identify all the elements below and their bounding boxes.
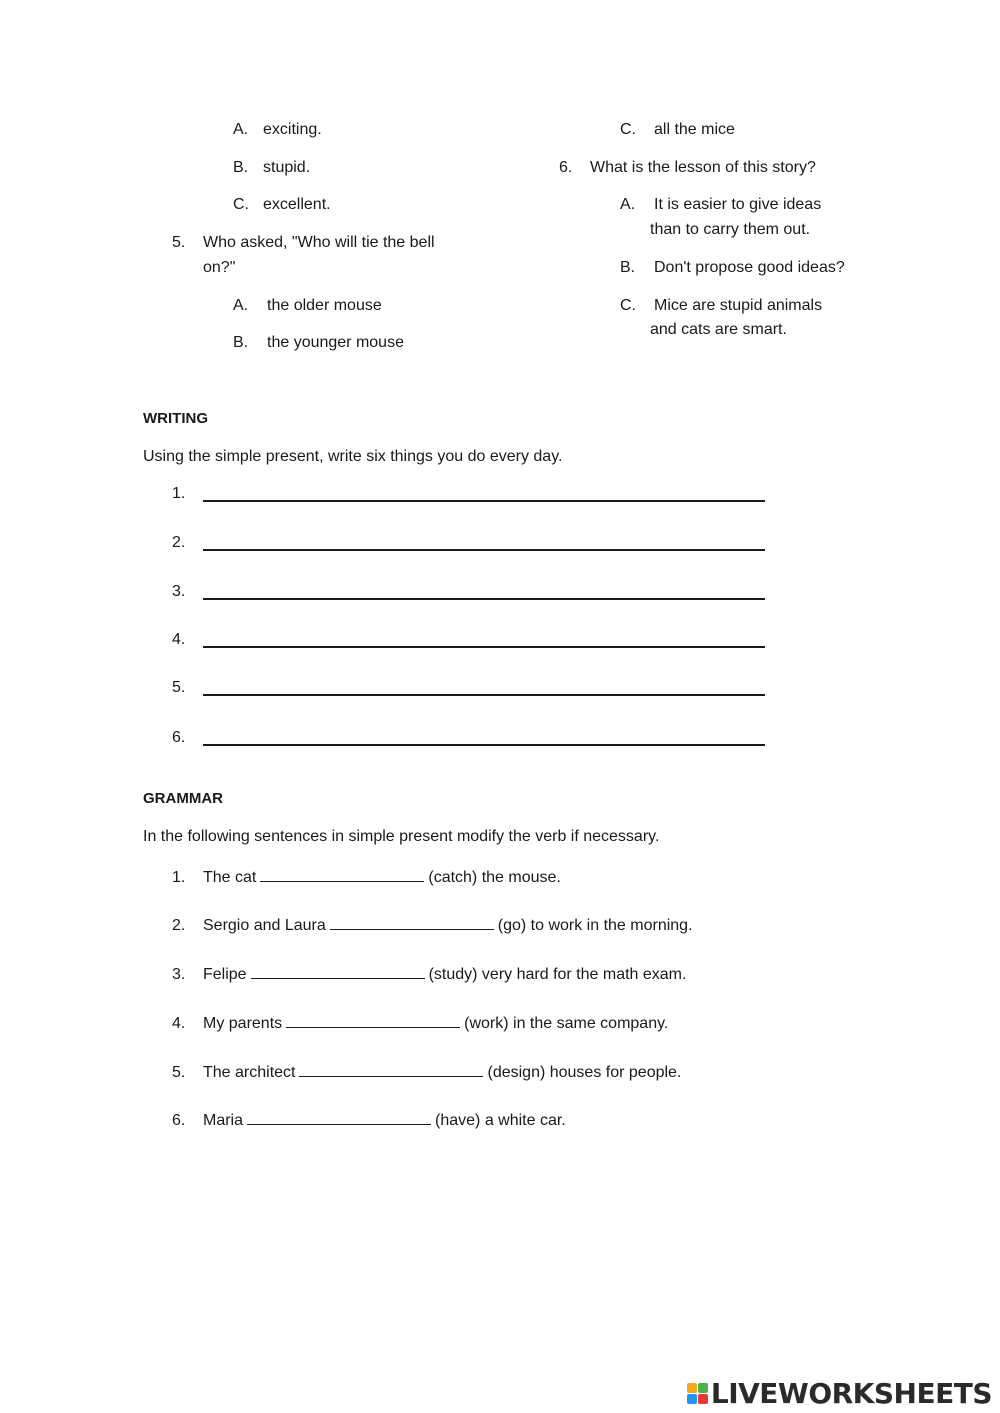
grammar-item-4 <box>172 1011 668 1034</box>
logo-blocks-icon <box>687 1383 708 1404</box>
item-after: (design) houses for people. <box>487 1064 682 1081</box>
option-letter: C. <box>620 121 636 138</box>
item-number: 3. <box>172 966 186 983</box>
verb-blank-input[interactable] <box>330 913 494 930</box>
question-number: 6. <box>559 159 573 176</box>
item-after: (go) to work in the morning. <box>497 917 693 934</box>
logo-block <box>698 1394 708 1404</box>
option-letter: B. <box>233 334 249 351</box>
option-text: exciting. <box>263 121 322 138</box>
option-letter: A. <box>233 297 249 314</box>
writing-answer-input[interactable] <box>203 549 765 551</box>
option-text: all the mice <box>654 121 735 138</box>
verb-blank-input[interactable] <box>299 1060 483 1077</box>
option-letter: A. <box>233 121 249 138</box>
item-before: The cat <box>203 869 257 886</box>
line-number: 6. <box>172 729 186 746</box>
grammar-item-2 <box>172 913 693 936</box>
item-before: The architect <box>203 1064 296 1081</box>
logo-block <box>687 1383 697 1393</box>
writing-answer-input[interactable] <box>203 694 765 696</box>
liveworksheets-logo <box>687 1376 992 1410</box>
item-number: 6. <box>172 1112 186 1129</box>
line-number: 3. <box>172 583 186 600</box>
logo-text: LIVEWORKSHEETS <box>710 1376 992 1410</box>
option-text-line2: than to carry them out. <box>650 221 811 238</box>
option-text: the older mouse <box>267 297 382 314</box>
writing-answer-input[interactable] <box>203 500 765 502</box>
writing-instruction: Using the simple present, write six things you do every day. <box>143 448 563 465</box>
grammar-item-1 <box>172 865 561 888</box>
item-after: (study) very hard for the math exam. <box>428 966 687 983</box>
line-number: 1. <box>172 485 186 502</box>
question-text-line2: on?" <box>203 259 236 276</box>
verb-blank-input[interactable] <box>251 962 425 979</box>
line-number: 2. <box>172 534 186 551</box>
item-number: 1. <box>172 869 186 886</box>
question-text: What is the lesson of this story? <box>590 159 816 176</box>
item-number: 2. <box>172 917 186 934</box>
option-text-line2: and cats are smart. <box>650 321 787 338</box>
item-before: Felipe <box>203 966 247 983</box>
writing-answer-input[interactable] <box>203 646 765 648</box>
writing-heading: WRITING <box>143 410 208 427</box>
option-letter: B. <box>620 259 636 276</box>
item-number: 5. <box>172 1064 186 1081</box>
option-text-line1: Mice are stupid animals <box>654 297 823 314</box>
option-text: stupid. <box>263 159 311 176</box>
writing-answer-input[interactable] <box>203 598 765 600</box>
option-text: the younger mouse <box>267 334 404 351</box>
question-text-line1: Who asked, "Who will tie the bell <box>203 234 435 251</box>
grammar-item-6 <box>172 1108 566 1131</box>
option-text-line1: Don't propose good ideas? <box>654 259 845 276</box>
item-before: Maria <box>203 1112 244 1129</box>
item-number: 4. <box>172 1015 186 1032</box>
question-number: 5. <box>172 234 186 251</box>
grammar-item-5 <box>172 1060 681 1083</box>
line-number: 4. <box>172 631 186 648</box>
item-after: (have) a white car. <box>435 1112 566 1129</box>
grammar-heading: GRAMMAR <box>143 790 223 807</box>
item-before: Sergio and Laura <box>203 917 326 934</box>
option-letter: C. <box>233 196 249 213</box>
writing-answer-input[interactable] <box>203 744 765 746</box>
option-letter: B. <box>233 159 249 176</box>
line-number: 5. <box>172 679 186 696</box>
item-after: (catch) the mouse. <box>428 869 561 886</box>
logo-block <box>698 1383 708 1393</box>
verb-blank-input[interactable] <box>286 1011 460 1028</box>
option-text-line1: It is easier to give ideas <box>654 196 822 213</box>
item-after: (work) in the same company. <box>464 1015 669 1032</box>
grammar-instruction: In the following sentences in simple present modify the verb if necessary. <box>143 828 660 845</box>
option-text: excellent. <box>263 196 331 213</box>
grammar-item-3 <box>172 962 686 985</box>
verb-blank-input[interactable] <box>260 865 424 882</box>
logo-block <box>687 1394 697 1404</box>
option-letter: A. <box>620 196 636 213</box>
verb-blank-input[interactable] <box>247 1108 431 1125</box>
option-letter: C. <box>620 297 636 314</box>
item-before: My parents <box>203 1015 283 1032</box>
